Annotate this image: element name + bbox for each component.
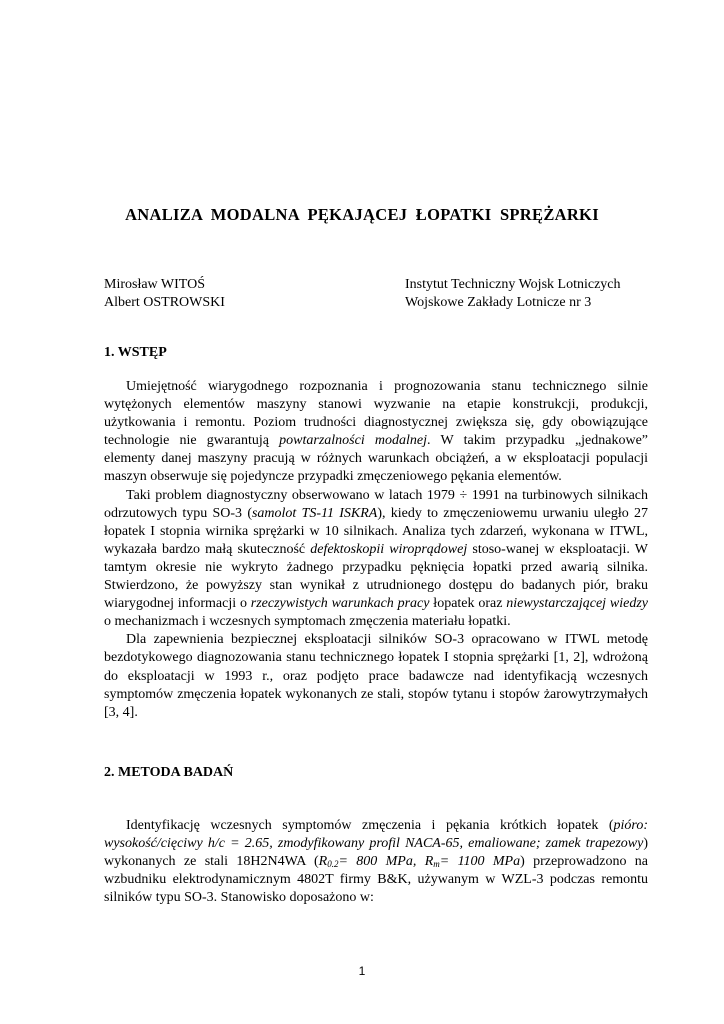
emphasis [319, 854, 520, 869]
subscript: 0.2 [327, 859, 339, 870]
section-body-methods [104, 817, 648, 907]
symbol: = 1100 MPa [439, 854, 521, 870]
author-name: Albert OSTROWSKI [104, 295, 225, 310]
paragraph: Dla zapewnienia bezpiecznej eksploatacji silników SO-3 opracowano w ITWL metodę bezdotykowego diagnozowania stanu technicznego łopatek I stopnia sprężarki [1, 2], wdrożoną do eksploatacji w 1993 r., oraz podjęto prace badawcze nad identyfikacją wczesnych symptomów zmęczenia łopatek wykonanych ze stali, stopów tytanu i stopów żarowytrzymałych [3, 4]. [104, 632, 648, 720]
text-run: o mechanizmach i wczesnych symptomach zmęczenia materiału łopatki. [104, 614, 511, 630]
text-run: ) przeprowadzono na wzbudniku elektrodynamicznym 4802T firmy B&K, używanym w WZL-3 podczas remontu silników typu SO-3. Stanowisko doposażono w: [104, 854, 649, 906]
author-name: Mirosław WITOŚ [104, 277, 205, 292]
paper-title: ANALIZA MODALNA PĘKAJĄCEJ ŁOPATKI SPRĘŻARKI [125, 205, 599, 224]
text-run: łopatek oraz [429, 596, 507, 612]
paragraph [104, 817, 648, 907]
section-heading-introduction: 1. WSTĘP [104, 345, 167, 360]
symbol: = 800 MPa, R [338, 854, 434, 870]
emphasis: defektoskopii wiroprądowej [310, 541, 468, 557]
symbol: R [318, 854, 328, 870]
text-run: Taki problem diagnostyczny obserwowano w latach 1979 ÷ 1991 na turbinowych silnikach odrzutowych typu SO-3 ( [104, 487, 648, 521]
affiliation: Instytut Techniczny Wojsk Lotniczych [405, 277, 621, 292]
paragraph [104, 487, 648, 632]
text-run: ) wykonanych ze stali 18H2N4WA ( [104, 836, 648, 870]
text-run: . W takim przypadku „jednakowe” elementy danej maszyny pracują w różnych warunkach obciążeń, a w eksploatacji populacji maszyn obserwuje się pojedyncze przypadki zmęczeniowego pękania elementów. [104, 433, 649, 485]
emphasis: niewystarczającej wiedzy [506, 596, 648, 612]
text-run: ), kiedy to zmęczeniowemu urwaniu uległo 27 łopatek I stopnia wirnika sprężarki w 10 silnikach. Analiza tych zdarzeń, wykonana w ITWL, wykazała bardzo małą skuteczność [104, 505, 648, 557]
emphasis: rzeczywistych warunkach pracy [250, 596, 430, 612]
paragraph [104, 378, 648, 487]
page-number: 1 [358, 964, 366, 978]
text-run: stoso-wanej w eksploatacji. W tamtym okresie nie wykryto żadnego przypadku pęknięcia łopatki przed awarią silnika. Stwierdzono, że powyższy stan wynikał z utrudnionego dostępu do badanych piór, braku wiarygodnej informacji o [104, 541, 649, 612]
emphasis: powtarzalności modalnej [279, 433, 428, 449]
emphasis: pióro: wysokość/cięciwy h/c = 2.65, zmodyfikowany profil NACA-65, emaliowane; zamek trapezowy [104, 818, 648, 852]
section-heading-methods: 2. METODA BADAŃ [104, 765, 234, 780]
author-names [104, 276, 225, 312]
text-run: Identyfikację wczesnych symptomów zmęczenia i pękania krótkich łopatek ( [126, 818, 614, 833]
text-run: Umiejętność wiarygodnego rozpoznania i prognozowania stanu technicznego silnie wytężonych elementów maszyny stanowi wyzwanie na etapie konstrukcji, produkcji, użytkowania i remontu. Poziom trudności diagnostycznej zwiększa się, gdy obowiązujące technologie nie gwarantują [104, 379, 648, 449]
author-affiliations [405, 276, 621, 312]
emphasis: samolot TS-11 ISKRA [251, 505, 378, 521]
subscript: m [433, 859, 440, 870]
section-body-introduction [104, 378, 648, 722]
affiliation: Wojskowe Zakłady Lotnicze nr 3 [405, 295, 592, 310]
